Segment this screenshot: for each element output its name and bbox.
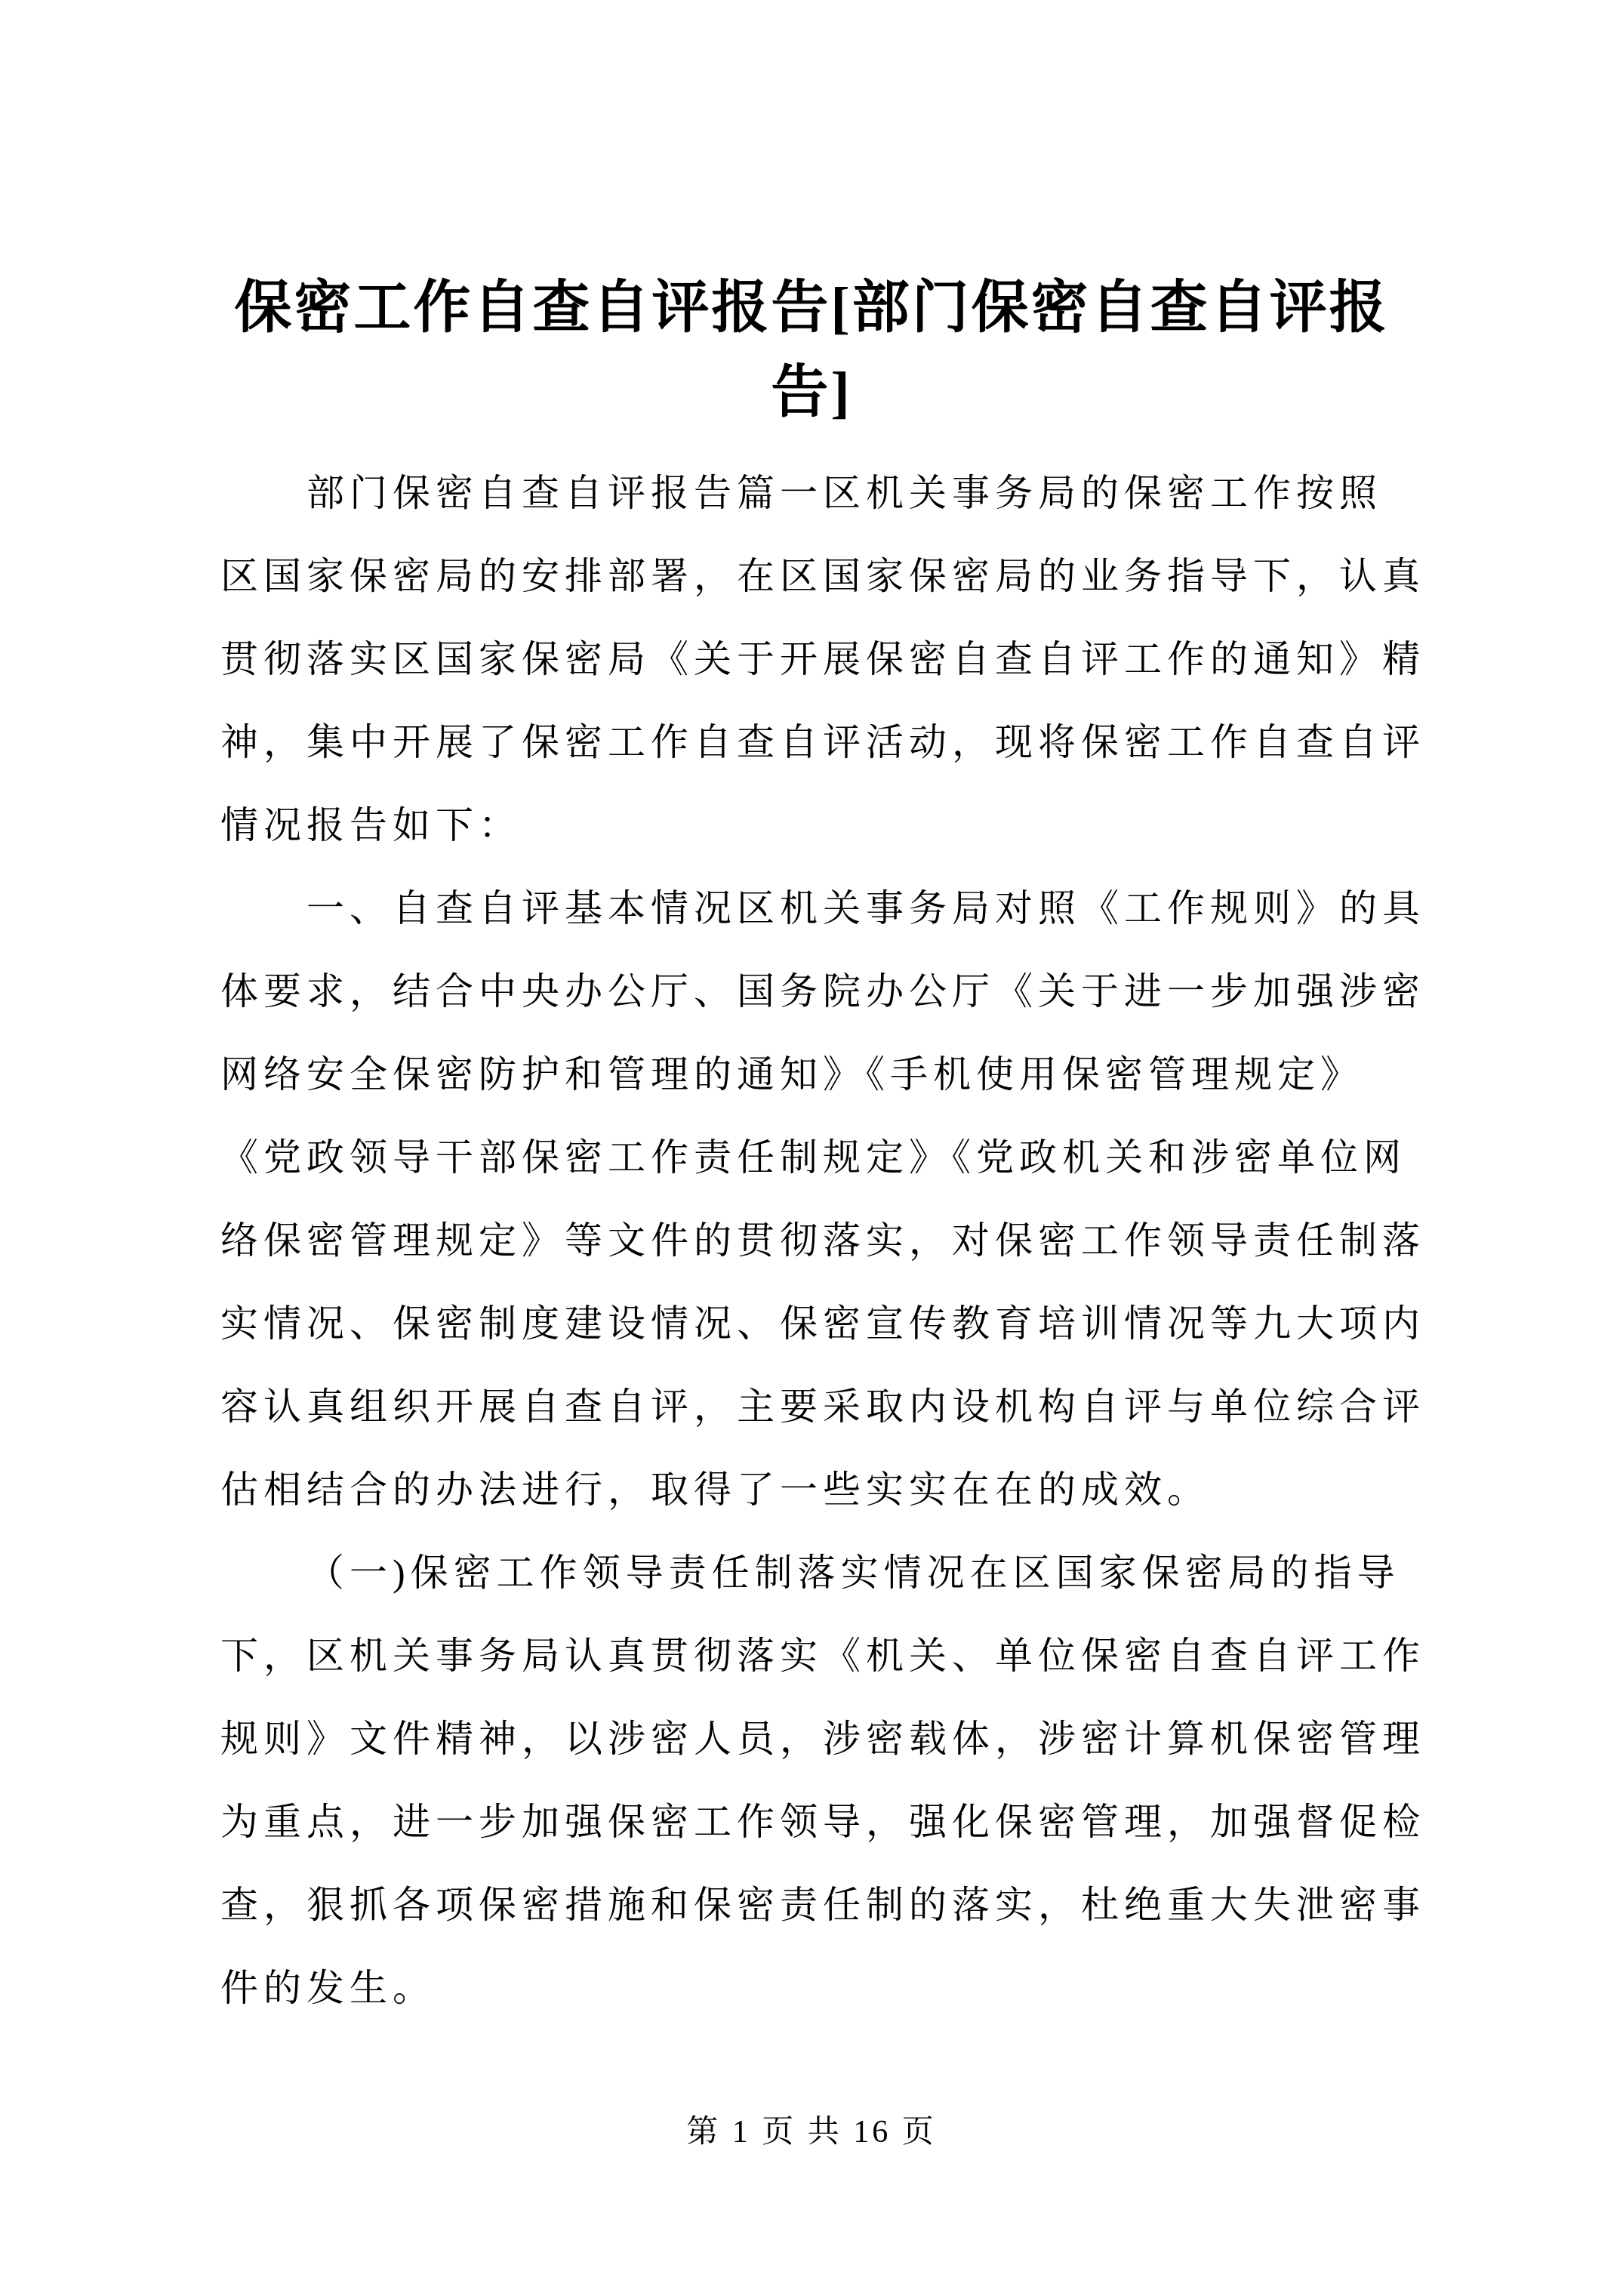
text-line: 网络安全保密防护和管理的通知》《手机使用保密管理规定》 <box>220 1053 1363 1096</box>
page-footer <box>0 2111 1623 2153</box>
text-line: 体要求，结合中央办公厅、国务院办公厅《关于进一步加强涉密 <box>220 970 1425 1012</box>
text-line: 一、自查自评基本情况区机关事务局对照《工作规则》的具 <box>306 887 1425 929</box>
text-line: 情况报告如下： <box>220 804 522 846</box>
document-body <box>220 451 1457 2029</box>
page-number-label: 第 1 页 共 16 页 <box>686 2115 937 2150</box>
text-line: 估相结合的办法进行，取得了一些实实在在的成效。 <box>220 1469 1210 1511</box>
text-line: （一)保密工作领导责任制落实情况在区国家保密局的指导 <box>306 1552 1400 1594</box>
document-title <box>0 0 1623 435</box>
title-line-1: 保密工作自查自评报告[部门保密自查自评报 <box>234 276 1389 340</box>
text-line: 下，区机关事务局认真贯彻落实《机关、单位保密自查自评工作 <box>220 1635 1425 1677</box>
text-line: 络保密管理规定》等文件的贯彻落实，对保密工作领导责任制落 <box>220 1219 1425 1262</box>
text-line: 查，狠抓各项保密措施和保密责任制的落实，杜绝重大失泄密事 <box>220 1884 1425 1926</box>
text-line: 贯彻落实区国家保密局《关于开展保密自查自评工作的通知》精 <box>220 638 1425 680</box>
text-line: 容认真组织开展自查自评，主要采取内设机构自评与单位综合评 <box>220 1385 1425 1428</box>
paragraph-2 <box>220 867 1457 1531</box>
text-line: 《党政领导干部保密工作责任制规定》《党政机关和涉密单位网 <box>220 1136 1406 1179</box>
text-line: 区国家保密局的安排部署，在区国家保密局的业务指导下，认真 <box>220 555 1425 597</box>
paragraph-1 <box>220 451 1457 867</box>
text-line: 部门保密自查自评报告篇一区机关事务局的保密工作按照 <box>306 472 1382 514</box>
text-line: 为重点，进一步加强保密工作领导，强化保密管理，加强督促检 <box>220 1801 1425 1843</box>
paragraph-3 <box>220 1531 1457 2029</box>
text-line: 规则》文件精神，以涉密人员，涉密载体，涉密计算机保密管理 <box>220 1718 1425 1760</box>
text-line: 神，集中开展了保密工作自查自评活动，现将保密工作自查自评 <box>220 721 1425 763</box>
text-line: 件的发生。 <box>220 1967 436 2009</box>
title-line-2: 告] <box>771 361 852 424</box>
text-line: 实情况、保密制度建设情况、保密宣传教育培训情况等九大项内 <box>220 1302 1425 1345</box>
